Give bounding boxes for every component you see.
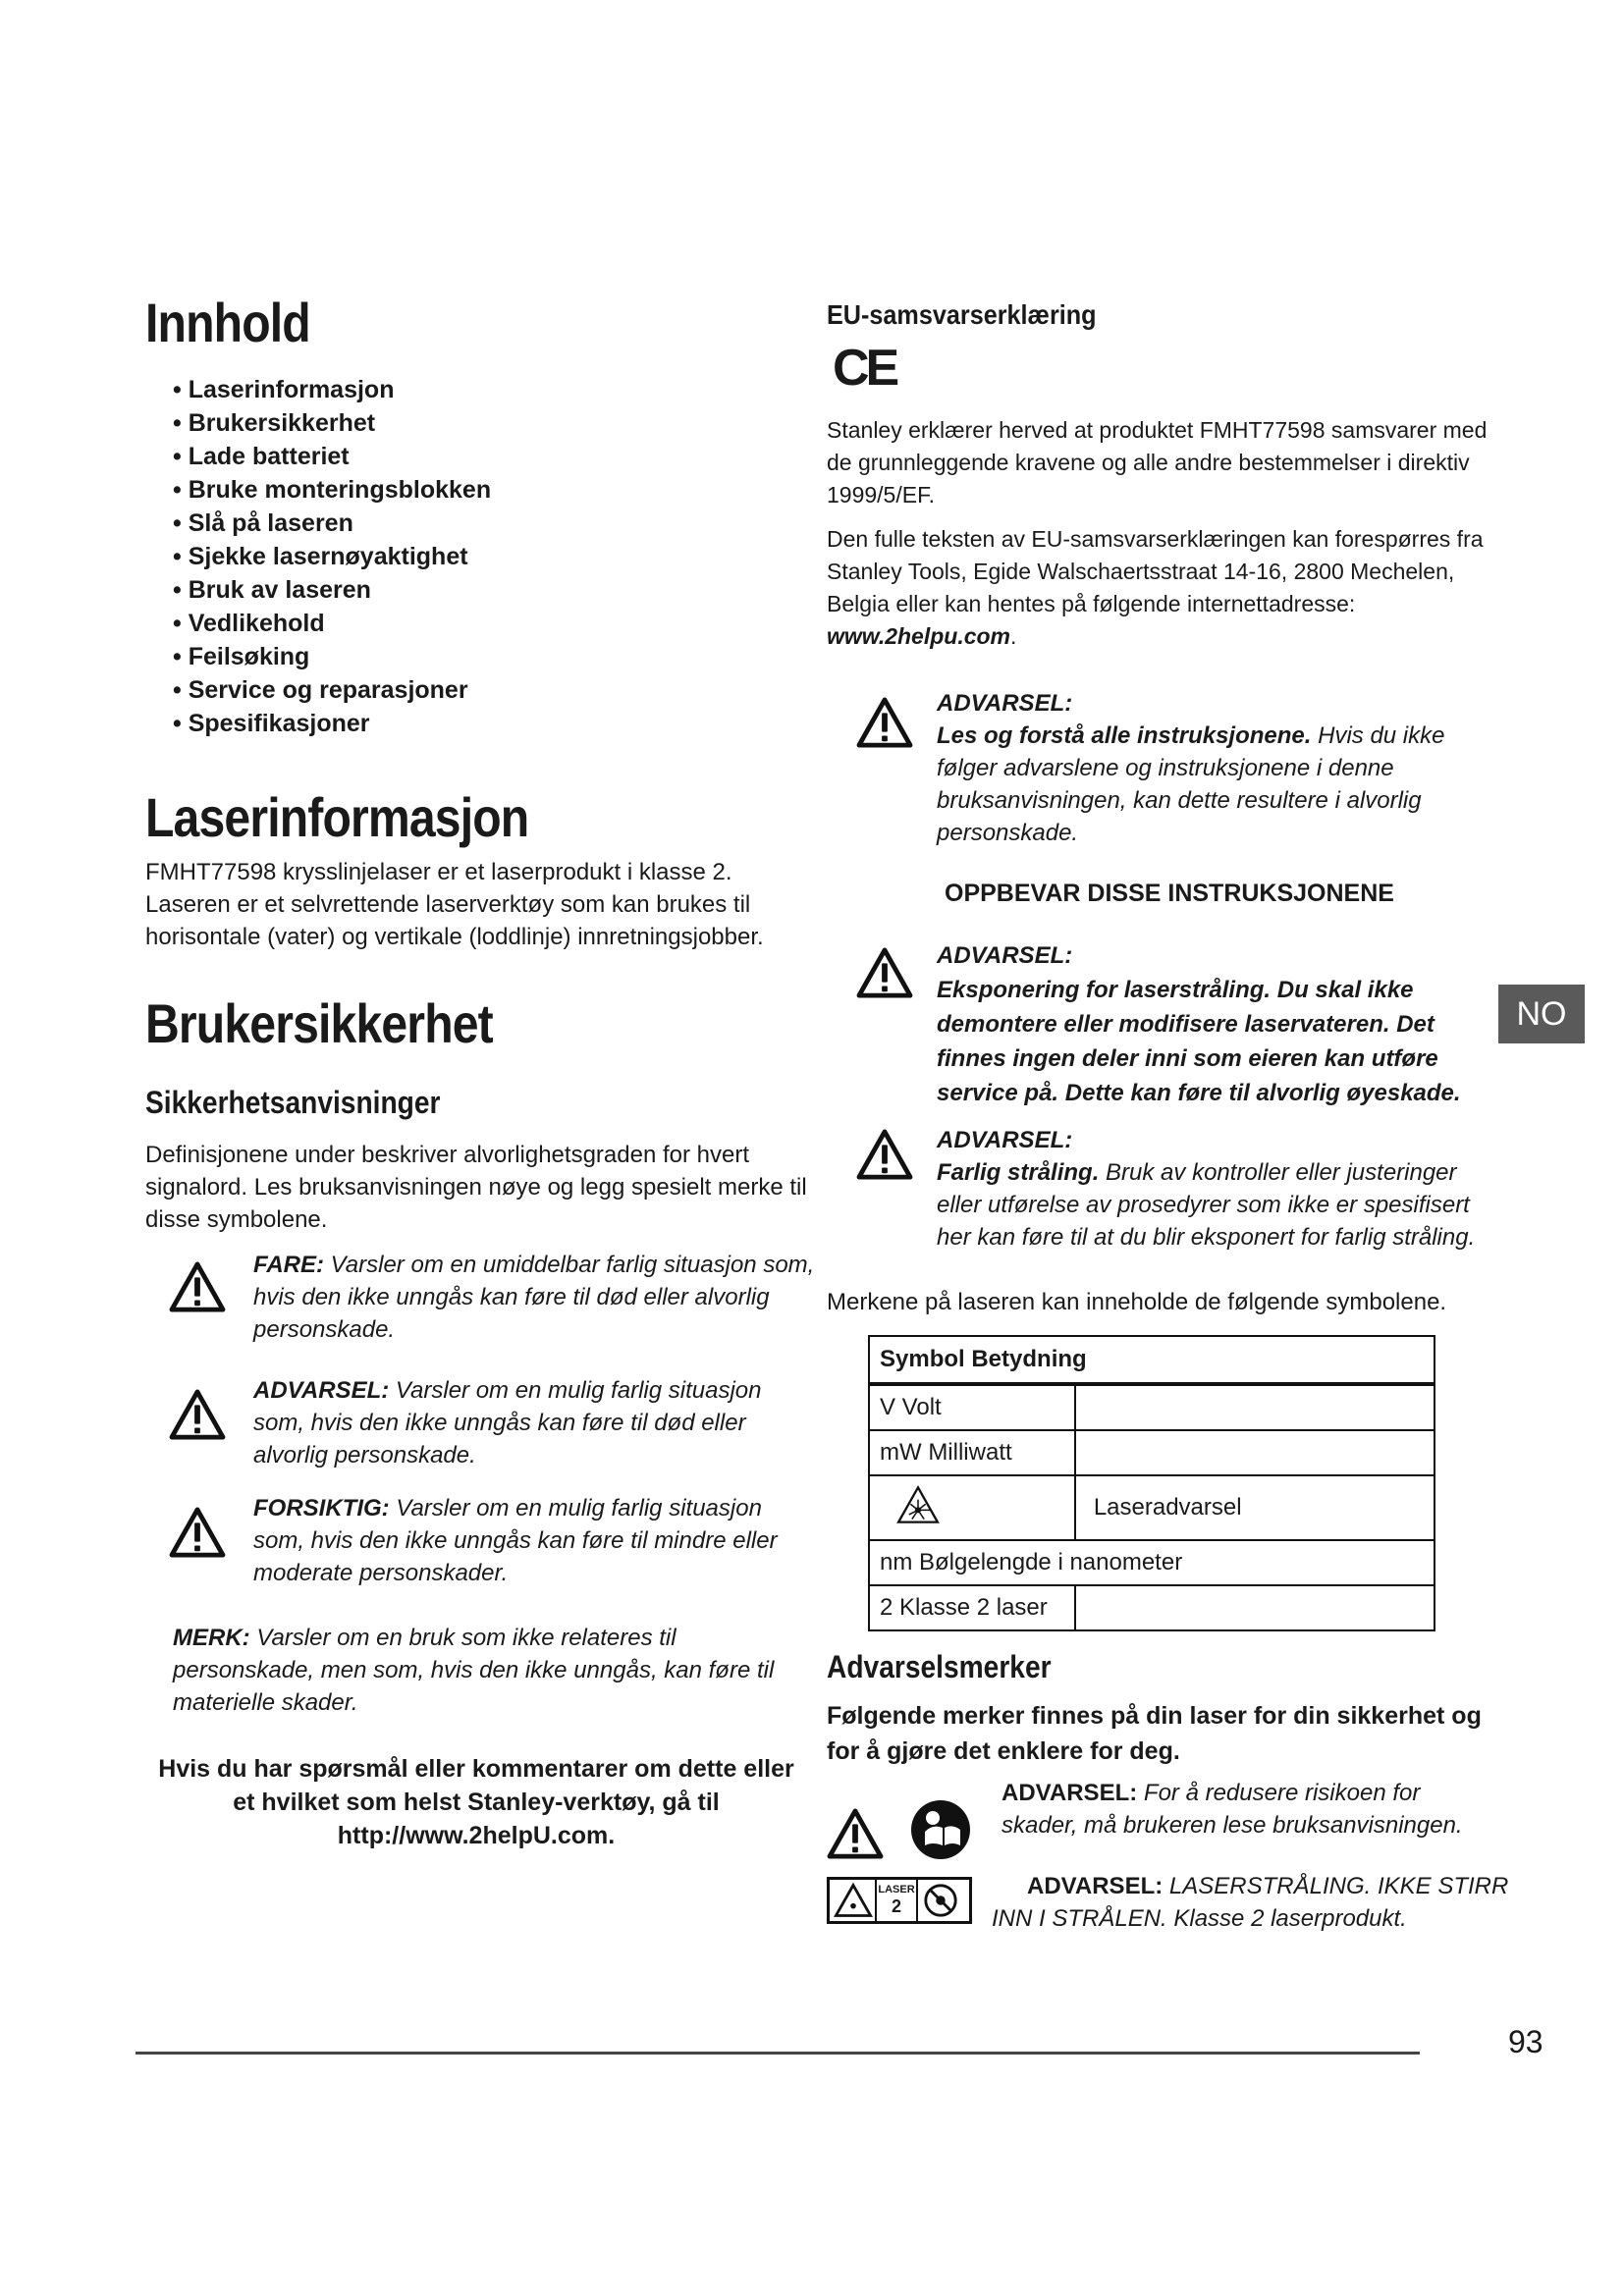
w3-text: Bruk av kontroller eller justeringer eller utførelse av prosedyrer som ikke er spesifisert her kan føre til at du blir eksponert for farlig stråling. [937, 1159, 1476, 1251]
toc-item[interactable]: • Spesifikasjoner [173, 710, 370, 737]
merk-definition [173, 1622, 782, 1719]
table-header: Symbol Betydning [869, 1336, 1435, 1384]
table-cell: nm Bølgelengde i nanometer [869, 1540, 1435, 1585]
toc-item[interactable]: • Slå på laseren [173, 509, 353, 537]
no-stare-icon [922, 1882, 959, 1919]
advarsel-label: ADVARSEL: [253, 1377, 390, 1404]
eu-p1: Stanley erklærer herved at produktet FMHT77598 samsvarer med de grunnleggende kravene og alle andre bestemmelser i direktiv 1999/5/EF. [827, 417, 1488, 507]
safety-subtitle: Sikkerhetsanvisninger [145, 1085, 441, 1120]
w3-bold: Farlig stråling. [937, 1159, 1100, 1186]
warning-triangle-icon [856, 947, 913, 998]
toc-list [173, 373, 491, 740]
eu-p2-text: Den fulle teksten av EU-samsvarserklæringen kan forespørres fra Stanley Tools, Egide Walschaertsstraat 14-16, 2800 Mechelen, Belgia eller kan hentes på følgende internettadresse: [827, 526, 1484, 616]
laserinfo-p1: FMHT77598 krysslinjelaser er et laserprodukt i klasse 2. [145, 859, 732, 885]
toc-title: Innhold [145, 292, 310, 353]
w3-label: ADVARSEL: [937, 1127, 1073, 1153]
toc-item[interactable]: • Bruke monteringsblokken [173, 476, 492, 504]
page-number: 93 [1508, 2024, 1543, 2059]
merk-text: Varsler om en bruk som ikke relateres til personskade, men som, hvis den ikke unngås, kan føre til materielle skader. [173, 1625, 775, 1716]
w1-bold: Les og forstå alle instruksjonene. [937, 722, 1312, 749]
l2-text: LASERSTRÅLING. IKKE STIRR INN I STRÅLEN. Klasse 2 laserprodukt. [992, 1873, 1509, 1932]
footer-rule [135, 2052, 1420, 2055]
table-row [869, 1430, 1435, 1475]
advarsel-definition [253, 1374, 784, 1471]
laser-warning-icon [832, 1882, 875, 1919]
warning-triangle-icon [856, 697, 913, 748]
warning-triangle-icon [169, 1261, 226, 1312]
advarsel-text: Varsler om en mulig farlig situasjon som, hvis den ikke unngås kan føre til død eller alvorlig personskade. [253, 1377, 762, 1468]
toc-item[interactable]: • Feilsøking [173, 643, 310, 670]
w1-text: Hvis du ikke følger advarslene og instruksjonene i denne bruksanvisningen, kan dette resultere i alvorlig personskade. [937, 722, 1445, 846]
table-cell: V Volt [869, 1384, 1075, 1430]
contact-note: Hvis du har spørsmål eller kommentarer om dette eller et hvilket som helst Stanley-verktøy, gå til http://www.2helpU.com. [158, 1755, 794, 1849]
laserinfo-p2: Laseren er et selvrettende laserverktøy som kan brukes til horisontale (vater) og vertikale (loddlinje) innretningsjobber. [145, 891, 764, 950]
fare-label: FARE: [253, 1252, 324, 1278]
toc-item[interactable]: • Vedlikehold [173, 610, 325, 637]
toc-item[interactable]: • Laserinformasjon [173, 376, 395, 403]
w2-bold: Eksponering for laserstråling. Du skal ikke demontere eller modifisere laservateren. Det finnes ingen deler inni som eieren kan utføre service på. Dette kan føre til alvorlig øyeskade. [937, 977, 1461, 1106]
safety-intro-text: Definisjonene under beskriver alvorlighetsgraden for hvert signalord. Les bruksanvisningen nøye og legg spesielt merke til disse symbolene. [145, 1142, 807, 1233]
warning-triangle-icon [856, 1129, 913, 1180]
warning-laser-exposure [937, 938, 1467, 1110]
safety-intro [145, 1139, 813, 1236]
warning-read-instructions [937, 687, 1467, 849]
keep-instructions: OPPBEVAR DISSE INSTRUKSJONENE [945, 880, 1394, 907]
laserinfo-title: Laserinformasjon [145, 786, 529, 848]
label-read-manual [1001, 1777, 1492, 1842]
labels-title: Advarselsmerker [827, 1649, 1052, 1684]
table-cell: 2 Klasse 2 laser [869, 1585, 1075, 1630]
symbols-intro: Merkene på laseren kan inneholde de følgende symbolene. [827, 1289, 1447, 1315]
table-row [869, 1475, 1435, 1540]
forsiktig-text: Varsler om en mulig farlig situasjon som, hvis den ikke unngås kan føre til mindre eller moderate personskader. [253, 1495, 778, 1586]
laserinfo-body [145, 856, 774, 953]
l2-label: ADVARSEL: [1027, 1873, 1164, 1899]
warning-hazardous-radiation [937, 1124, 1487, 1254]
table-row [869, 1540, 1435, 1585]
eu-p2 [827, 523, 1494, 653]
toc-item[interactable]: • Bruk av laseren [173, 576, 371, 604]
table-row [869, 1384, 1435, 1430]
fare-definition [253, 1249, 833, 1346]
warning-triangle-icon [827, 1808, 884, 1859]
symbol-table [868, 1335, 1435, 1631]
laser-class-badge [827, 1877, 972, 1924]
laser-badge-top: LASER [878, 1884, 915, 1896]
forsiktig-definition [253, 1492, 784, 1589]
w1-label: ADVARSEL: [937, 690, 1073, 717]
labels-intro: Følgende merker finnes på din laser for din sikkerhet og for å gjøre det enklere for deg. [827, 1702, 1482, 1765]
table-row [869, 1585, 1435, 1630]
forsiktig-label: FORSIKTIG: [253, 1495, 390, 1522]
fare-text: Varsler om en umiddelbar farlig situasjon som, hvis den ikke unngås kan føre til død eller alvorlig personskade. [253, 1252, 815, 1343]
eu-p2-end: . [1010, 623, 1017, 649]
laser-warning-icon [895, 1484, 941, 1525]
toc-item[interactable]: • Brukersikkerhet [173, 409, 376, 437]
eu-title: EU-samsvarserklæring [827, 299, 1097, 330]
warning-triangle-icon [169, 1507, 226, 1558]
merk-label: MERK: [173, 1625, 250, 1651]
table-cell: mW Milliwatt [869, 1430, 1075, 1475]
language-tab[interactable]: NO [1498, 985, 1585, 1043]
ce-mark: CE [833, 340, 896, 397]
eu-link[interactable]: www.2helpu.com [827, 623, 1011, 649]
l1-text: For å redusere risikoen for skader, må brukeren lese bruksanvisningen. [1001, 1780, 1463, 1839]
label-laser-radiation [992, 1870, 1522, 1935]
table-header-row [869, 1336, 1435, 1384]
eu-body [827, 414, 1494, 653]
toc-item[interactable]: • Service og reparasjoner [173, 676, 468, 704]
laser-meaning-cell: Laseradvarsel [1075, 1475, 1435, 1540]
read-manual-icon [909, 1798, 972, 1861]
toc-item[interactable]: • Lade batteriet [173, 443, 350, 470]
l1-label: ADVARSEL: [1001, 1780, 1138, 1806]
safety-title: Brukersikkerhet [145, 992, 493, 1054]
warning-triangle-icon [169, 1389, 226, 1440]
laser-badge-num: 2 [891, 1896, 901, 1916]
laser-symbol-cell [869, 1475, 1075, 1540]
w2-label: ADVARSEL: [937, 942, 1073, 969]
toc-item[interactable]: • Sjekke lasernøyaktighet [173, 543, 468, 570]
